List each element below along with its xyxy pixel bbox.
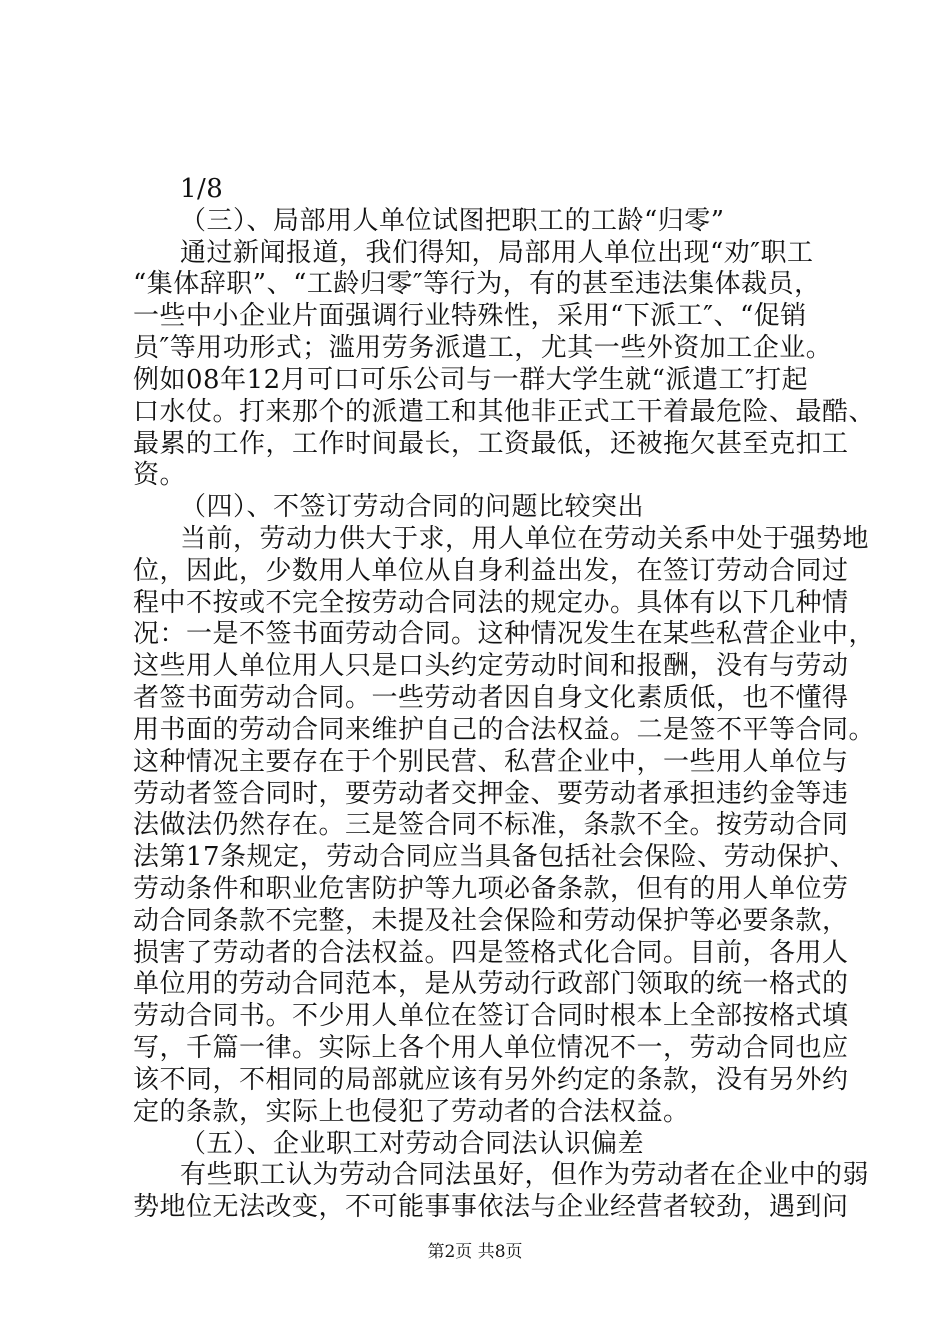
section-heading-3: （三）、局部用人单位试图把职工的工龄“归零”	[180, 206, 725, 236]
paragraph-line: 例如08年12月可口可乐公司与一群大学生就“派遣工″打起	[133, 365, 809, 395]
paragraph-line: 位，因此，少数用人单位从自身利益出发，在签订劳动合同过	[133, 556, 849, 586]
paragraph-line: 这些用人单位用人只是口头约定劳动时间和报酬，没有与劳动	[133, 651, 849, 681]
section-heading-5: （五）、企业职工对劳动合同法认识偏差	[180, 1129, 645, 1159]
paragraph-line: 劳动条件和职业危害防护等九项必备条款，但有的用人单位劳	[133, 874, 849, 904]
paragraph-line: 员″等用功形式；滥用劳务派遣工，尤其一些外资加工企业。	[133, 333, 833, 363]
paragraph-line: 这种情况主要存在于个别民营、私营企业中，一些用人单位与	[133, 747, 849, 777]
page-marker: 1/8	[180, 174, 224, 204]
paragraph-line: 损害了劳动者的合法权益。四是签格式化合同。目前，各用人	[133, 938, 849, 968]
paragraph-line: 口水仗。打来那个的派遣工和其他非正式工干着最危险、最酷、	[133, 397, 876, 427]
paragraph-line: 最累的工作，工作时间最长，工资最低，还被拖欠甚至克扣工	[133, 429, 849, 459]
paragraph-line: 劳动合同书。不少用人单位在签订合同时根本上全部按格式填	[133, 1001, 849, 1031]
paragraph-line: 用书面的劳动合同来维护自己的合法权益。二是签不平等合同。	[133, 715, 876, 745]
page-footer: 第2页 共8页	[427, 1242, 523, 1262]
section-heading-4: （四）、不签订劳动合同的问题比较突出	[180, 492, 645, 522]
paragraph-line: 该不同，不相同的局部就应该有另外约定的条款，没有另外约	[133, 1065, 849, 1095]
paragraph-line: 者签书面劳动合同。一些劳动者因自身文化素质低，也不懂得	[133, 683, 849, 713]
paragraph-line: 势地位无法改变，不可能事事依法与企业经营者较劲，遇到问	[133, 1192, 849, 1222]
paragraph-line: 写，千篇一律。实际上各个用人单位情况不一，劳动合同也应	[133, 1033, 849, 1063]
paragraph-line: 法第17条规定，劳动合同应当具备包括社会保险、劳动保护、	[133, 842, 857, 872]
paragraph-line: 通过新闻报道，我们得知，局部用人单位出现“劝″职工	[180, 238, 814, 268]
paragraph-line: 单位用的劳动合同范本，是从劳动行政部门领取的统一格式的	[133, 969, 849, 999]
paragraph-line: 有些职工认为劳动合同法虽好，但作为劳动者在企业中的弱	[180, 1160, 870, 1190]
paragraph-line: 劳动者签合同时，要劳动者交押金、要劳动者承担违约金等违	[133, 779, 849, 809]
paragraph-line: 况：一是不签书面劳动合同。这种情况发生在某些私营企业中，	[133, 619, 876, 649]
paragraph-line: 程中不按或不完全按劳动合同法的规定办。具体有以下几种情	[133, 588, 849, 618]
paragraph-line: 动合同条款不完整，未提及社会保险和劳动保护等必要条款，	[133, 906, 849, 936]
paragraph-line: 一些中小企业片面强调行业特殊性，采用“下派工″、“促销	[133, 301, 807, 331]
paragraph-line: 定的条款，实际上也侵犯了劳动者的合法权益。	[133, 1097, 690, 1127]
paragraph-line: 当前，劳动力供大于求，用人单位在劳动关系中处于强势地	[180, 524, 870, 554]
paragraph-line: “集体辞职”、“工龄归零″等行为，有的甚至违法集体裁员，	[133, 269, 821, 299]
paragraph-line: 法做法仍然存在。三是签合同不标准，条款不全。按劳动合同	[133, 810, 849, 840]
paragraph-line: 资。	[133, 460, 187, 490]
